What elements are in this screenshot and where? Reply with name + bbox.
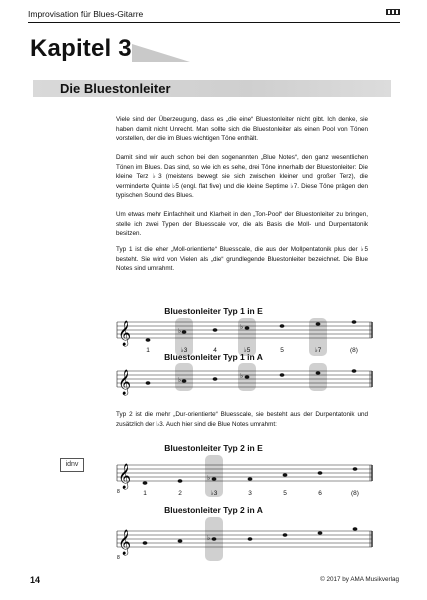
note	[318, 531, 323, 535]
paragraph-5: Typ 2 ist die mehr „Dur-orientierte“ Bluesscale, sie besteht aus der Durpentatonik und zusätzlich der ♭3. Auch hier sind die Blue Notes umrahmt:	[116, 411, 368, 428]
note	[353, 467, 358, 471]
octave-marker: 8	[117, 489, 120, 495]
note	[316, 371, 321, 375]
degree-label: 1	[143, 490, 147, 497]
svg-text:♭: ♭	[207, 474, 211, 482]
svg-text:♭: ♭	[240, 372, 244, 380]
note	[283, 473, 288, 477]
svg-text:♭: ♭	[178, 327, 182, 335]
example-3-title: Bluestonleiter Typ 2 in E	[164, 443, 263, 453]
chapter-title: Kapitel 3	[30, 35, 132, 62]
degree-label: 3	[248, 490, 252, 497]
note	[213, 377, 218, 381]
octave-marker: 8	[117, 555, 120, 561]
note	[178, 479, 183, 483]
degree-label: ♭3	[180, 347, 188, 354]
note	[182, 330, 187, 334]
note	[248, 537, 253, 541]
note	[352, 369, 357, 373]
svg-text:♭: ♭	[240, 323, 244, 331]
paragraph-4: Typ 1 ist die eher „Moll-orientierte“ Bluesscale, die aus der Mollpentatonik plus der ♭5 besteht. Sie wird von Vielen als „die“ grundlegende Bluestonleiter bezeichnet. Die Blue Notes sind umrahmt.	[116, 246, 368, 273]
treble-clef-icon: 𝄞	[118, 370, 132, 395]
note	[146, 381, 151, 385]
degree-label: 1	[146, 347, 150, 354]
svg-text:♭: ♭	[207, 534, 211, 542]
example-4-title: Bluestonleiter Typ 2 in A	[164, 505, 263, 515]
note	[353, 527, 358, 531]
paragraph-3: Um etwas mehr Einfachheit und Klarheit in den „Ton-Pool“ der Bluestonleiter zu bringen, stelle ich zwei Typen der Bluesscale vor, die als Basis die Moll- und Durpentatonik besitzen.	[116, 211, 368, 238]
note	[280, 324, 285, 328]
paragraph-2: Damit sind wir auch schon bei den sogenannten „Blue Notes“, den ganz wesentlichen Tönen im Blues. Das sind, so wie ich es sehe, drei Töne innerhalb der Bluestonleiter: Die kleine Terz ♭3 (meistens bewegt sie sich zwischen kleiner und großer Terz), die verminderte Quinte ♭5 (engl. flat five) und die kleine Septime ♭7. Diese Töne prägen den typischen Sound des Blues.	[116, 154, 368, 200]
publisher-mark-icon	[386, 9, 400, 15]
chapter-wedge-decoration	[132, 44, 190, 62]
degree-label: 6	[318, 490, 322, 497]
note	[316, 322, 321, 326]
note	[212, 537, 217, 541]
treble-clef-icon: 𝄞	[118, 321, 132, 346]
note	[280, 373, 285, 377]
section-title: Die Bluestonleiter	[60, 81, 171, 96]
note	[143, 541, 148, 545]
degree-label: 4	[213, 347, 217, 354]
treble-clef-icon: 𝄞	[118, 530, 132, 555]
note	[352, 320, 357, 324]
note	[146, 338, 151, 342]
degree-label: 5	[283, 490, 287, 497]
watermark: idnv	[60, 458, 84, 472]
paragraph-1: Viele sind der Überzeugung, dass es „die eine“ Bluestonleiter nicht gibt. Ich denke, sie haben damit nicht Unrecht. Man sollte sich die Bluestonleiter als einen Pool von Tönen vorstellen, der die im Blues wichtigen Töne enthält.	[116, 116, 368, 143]
note	[182, 379, 187, 383]
treble-clef-icon: 𝄞	[118, 464, 132, 489]
degree-label: 5	[280, 347, 284, 354]
note	[245, 326, 250, 330]
degree-label: (8)	[350, 347, 358, 354]
note	[178, 539, 183, 543]
note	[212, 477, 217, 481]
degree-label: ♭5	[243, 347, 251, 354]
note	[283, 533, 288, 537]
note	[318, 471, 323, 475]
note	[143, 481, 148, 485]
degree-label: (8)	[351, 490, 359, 497]
degree-label: ♭3	[210, 490, 218, 497]
example-1-title: Bluestonleiter Typ 1 in E	[164, 306, 263, 316]
degree-label: 2	[178, 490, 182, 497]
degree-label: ♭7	[314, 347, 322, 354]
svg-text:♭: ♭	[178, 376, 182, 384]
note	[213, 328, 218, 332]
note	[248, 477, 253, 481]
note	[245, 375, 250, 379]
page-number: 14	[30, 575, 41, 585]
example-4-staff	[0, 517, 427, 563]
running-header: Improvisation für Blues-Gitarre	[28, 9, 144, 19]
example-2-staff	[0, 363, 427, 403]
example-2-title: Bluestonleiter Typ 1 in A	[164, 352, 263, 362]
copyright: © 2017 by AMA Musikverlag	[320, 576, 399, 583]
